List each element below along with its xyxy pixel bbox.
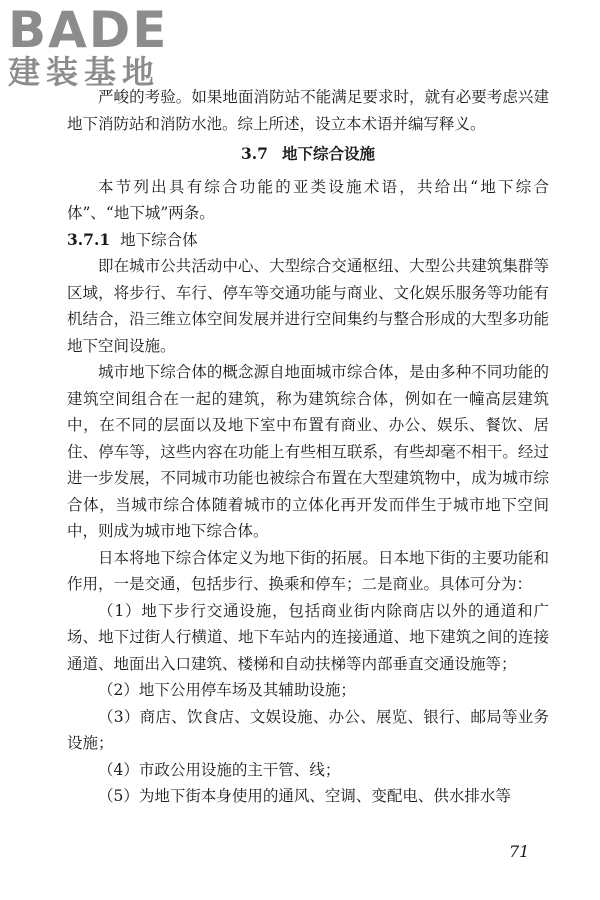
bade-logo — [8, 1, 178, 91]
section-title: 地下综合设施 — [281, 144, 375, 163]
subsection-heading — [67, 227, 549, 254]
list-item: （4）市政公用设施的主干管、线； — [98, 760, 341, 779]
paragraph: 即在城市公共活动中心、大型综合交通枢纽、大型公共建筑集群等区域，将步行、车行、停车等交通功能与商业、文化娱乐服务等功能有机结合，沿三维立体空间发展并进行空间集约与整合形成的大型多功能地下空间设施。 — [67, 257, 549, 355]
list-item: （2）地下公用停车场及其辅助设施； — [98, 681, 356, 699]
list-item: （3）商店、饮食店、文娱设施、办公、展览、银行、邮局等业务设施； — [67, 707, 549, 752]
paragraph: 城市地下综合体的概念源自地面城市综合体，是由多种不同功能的建筑空间组合在一起的建筑，称为建筑综合体，例如在一幢高层建筑中，在不同的层面以及地下室中布置有商业、办公、娱乐、餐饮、居住、停车等，这些内容在功能上有些相互联系，有些却毫不相干。经过进一步发展，不同城市功能也被综合布置在大型建筑物中，成为城市综合体，当城市综合体随着城市的立体化再开发而伴生于城市地下空间中，则成为城市地下综合体。 — [67, 363, 549, 540]
paragraph: 日本将地下综合体定义为地下街的拓展。日本地下街的主要功能和作用，一是交通，包括步行、换乘和停车；二是商业。具体可分为： — [67, 548, 549, 593]
section-heading — [67, 141, 549, 168]
list-item: （1）地下步行交通设施，包括商业街内除商店以外的通道和广场、地下过街人行横道、地下车站内的连接通道、地下建筑之间的连接通道、地面出入口建筑、楼梯和自动扶梯等内部垂直交通设施等； — [67, 601, 549, 673]
section-number: 3.7 — [241, 144, 268, 163]
logo-text-en: BADE — [8, 1, 169, 59]
subsection-number: 3.7.1 — [67, 229, 111, 249]
list-item: （5）为地下街本身使用的通风、空调、变配电、供水排水等 — [98, 787, 511, 805]
paragraph: 本节列出具有综合功能的亚类设施术语，共给出“地下综合体”、“地下城”两条。 — [67, 177, 549, 222]
subsection-title: 地下综合体 — [120, 230, 198, 249]
page-body — [67, 84, 549, 810]
page-number: 71 — [509, 842, 530, 861]
paragraph-continued: 严峻的考验。如果地面消防站不能满足要求时，就有必要考虑兴建地下消防站和消防水池。综上所述，设立本术语并编写释义。 — [67, 88, 549, 133]
logo-text-cn: 建装基地 — [8, 53, 161, 91]
